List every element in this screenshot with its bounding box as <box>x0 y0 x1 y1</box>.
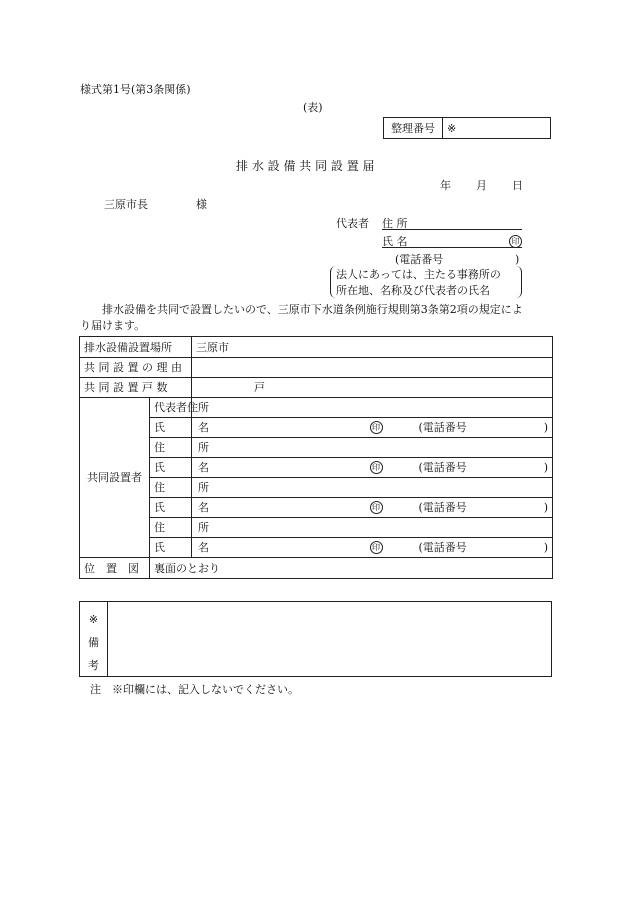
seal-icon: 印 <box>370 501 383 514</box>
body-text-line1: 排水設備を共同で設置したいので、三原市下水道条例施行規則第3条第2項の規定によ <box>102 303 523 316</box>
addressee-sama: 様 <box>196 198 207 211</box>
address-label: 住 所 <box>150 438 192 458</box>
map-label: 位 置 図 <box>80 558 150 579</box>
place-value: 三原市 <box>192 337 553 358</box>
seal-icon: 印 <box>370 461 383 474</box>
name-value <box>192 458 387 478</box>
address-label: 住 所 <box>150 478 192 498</box>
reference-number-mark: ※ <box>443 118 551 139</box>
map-value: 裏面のとおり <box>150 558 553 579</box>
rep-address-label: 代表者住所 <box>150 398 192 418</box>
tel-cell: (電話番号 ) <box>387 538 553 558</box>
reason-value <box>192 358 553 378</box>
addressee-mayor: 三原市長 <box>104 198 148 211</box>
name-label: 氏 名 <box>150 458 192 478</box>
representative-name-label: 氏 名 <box>382 235 408 248</box>
footnote: 注 ※印欄には、記入しないでください。 <box>90 683 299 696</box>
corporate-note-line2: 所在地、名称及び代表者の氏名 <box>336 284 490 297</box>
address-value <box>192 478 553 498</box>
remarks-label: ※ 備 考 <box>80 602 108 677</box>
form-number: 様式第1号(第3条関係) <box>80 83 191 96</box>
date-month: 月 <box>476 179 487 192</box>
seal-icon: 印 <box>370 421 383 434</box>
name-label: 氏 名 <box>150 418 192 438</box>
reason-label: 共 同 設 置 の 理 由 <box>80 358 192 378</box>
remarks-value <box>108 602 552 677</box>
address-value <box>192 518 553 538</box>
date-day: 日 <box>512 179 523 192</box>
count-label: 共 同 設 置 戸 数 <box>80 378 192 398</box>
representative-address-label: 住 所 <box>382 217 408 230</box>
reference-number-box <box>383 117 551 139</box>
representative-tel-close: ) <box>515 253 520 266</box>
place-label: 排水設備設置場所 <box>80 337 192 358</box>
representative-name-line <box>382 247 522 248</box>
name-value <box>192 538 387 558</box>
address-label: 住 所 <box>150 518 192 538</box>
representative-address-line <box>382 229 522 230</box>
document-title: 排 水 設 備 共 同 設 置 届 <box>236 159 375 173</box>
remarks-box <box>79 601 552 677</box>
tel-cell: (電話番号 ) <box>387 498 553 518</box>
name-value <box>192 418 387 438</box>
name-label: 氏 名 <box>150 538 192 558</box>
representative-tel: (電話番号 <box>395 253 444 266</box>
group-label: 共同設置者 <box>80 398 150 558</box>
representative-label: 代表者 <box>336 217 369 230</box>
seal-icon: 印 <box>370 541 383 554</box>
body-text-line2: り届けます。 <box>80 319 146 332</box>
joint-installation-table <box>79 336 553 579</box>
representative-seal-icon: 印 <box>509 235 522 248</box>
name-label: 氏 名 <box>150 498 192 518</box>
tel-cell: (電話番号 ) <box>387 418 553 438</box>
count-value: 戸 <box>192 378 553 398</box>
tel-cell: (電話番号 ) <box>387 458 553 478</box>
date-year: 年 <box>440 179 451 192</box>
address-value <box>192 438 553 458</box>
name-value <box>192 498 387 518</box>
reference-number-label: 整理番号 <box>384 118 443 139</box>
rep-address-value <box>192 398 553 418</box>
omote-label: (表) <box>303 101 323 114</box>
corporate-note-line1: 法人にあっては、主たる事務所の <box>336 268 501 281</box>
